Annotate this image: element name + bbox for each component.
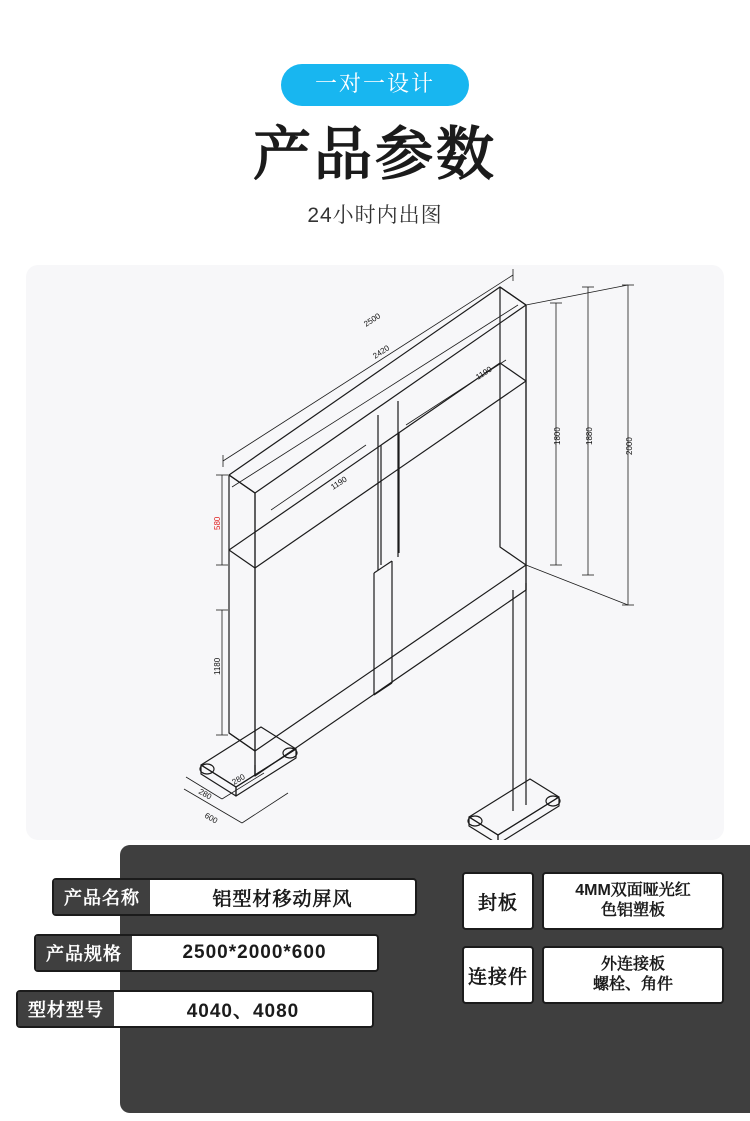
dim-label-2420: 2420	[371, 343, 392, 361]
dim-label-1800: 1800	[553, 427, 562, 445]
spec-value-product-size: 2500*2000*600	[182, 942, 327, 963]
spec-value-product-name: 铝型材移动屏风	[212, 888, 353, 910]
spec-label-cover-board: 封板	[462, 872, 534, 930]
technical-drawing-card	[26, 265, 724, 840]
spec-row-connector	[462, 946, 724, 1004]
dim-label-2500: 2500	[362, 311, 383, 329]
spec-row-cover-board	[462, 872, 724, 930]
spec-value-connector	[542, 946, 724, 1004]
spec-value-profile-model: 4040、4080	[186, 1000, 300, 1022]
spec-label-connector: 连接件	[462, 946, 534, 1004]
dim-label-1880: 1880	[585, 427, 594, 445]
spec-list-right	[462, 872, 724, 1020]
screen-technical-drawing	[26, 265, 724, 840]
dim-label-panel-right: 1190	[474, 364, 494, 382]
dim-label-600: 600	[203, 810, 220, 826]
dim-label-280-b: 280	[230, 772, 247, 787]
spec-label-product-size: 产品规格	[36, 936, 132, 970]
spec-list-left	[16, 878, 416, 1046]
page-header	[0, 0, 750, 229]
spec-row-product-size	[34, 934, 379, 972]
spec-row-profile-model	[16, 990, 374, 1028]
spec-label-profile-model: 型材型号	[18, 992, 114, 1026]
spec-label-product-name: 产品名称	[54, 880, 150, 914]
page-title: 产品参数	[252, 122, 497, 187]
dim-label-280-a: 280	[197, 786, 214, 802]
spec-value-cover-board-line1: 4MM双面哑光红	[575, 882, 691, 899]
spec-row-product-name	[52, 878, 417, 916]
spec-value-cover-board-line2: 色铝塑板	[600, 902, 665, 919]
spec-value-connector-line1: 外连接板	[600, 956, 665, 973]
design-badge: 一对一设计	[281, 64, 469, 106]
spec-value-cover-board	[542, 872, 724, 930]
dim-label-1180: 1180	[213, 657, 222, 675]
dim-label-580: 580	[213, 516, 222, 530]
spec-value-connector-line2: 螺栓、角件	[592, 976, 673, 993]
dim-label-2000: 2000	[625, 437, 634, 455]
page-subtitle: 24小时内出图	[307, 203, 443, 227]
dim-label-panel-left: 1190	[329, 474, 349, 492]
